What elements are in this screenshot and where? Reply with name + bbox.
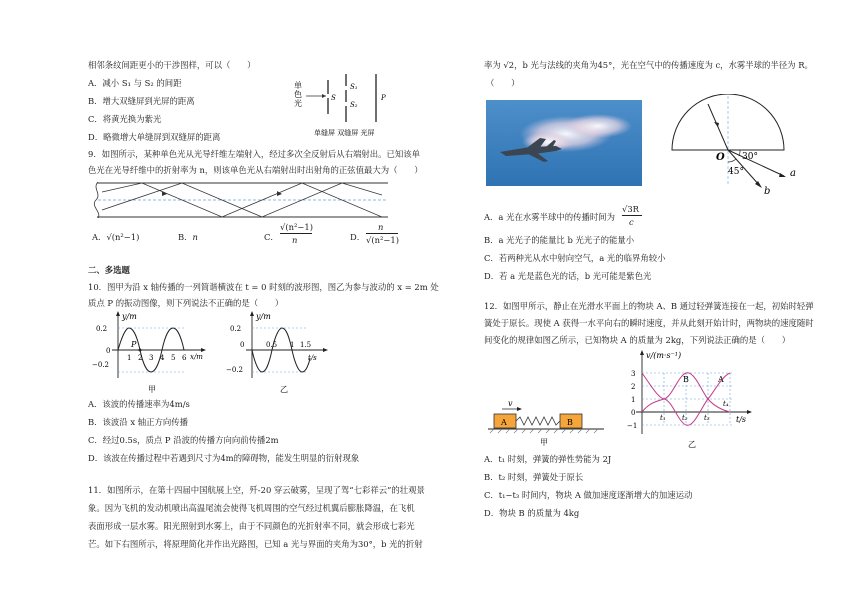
section-2-heading: 二、多选题 — [88, 265, 130, 275]
spring-blocks-figure — [486, 396, 606, 448]
vib-b-ytick-top: 0.2 — [230, 325, 242, 333]
vib-b-xlabel: t/s — [308, 354, 317, 362]
hemisphere-angle-30: 30° — [742, 152, 758, 162]
wave-graph-a — [92, 310, 212, 394]
q9-option-a-expr: √(n²−1) — [106, 232, 140, 242]
hemisphere-angle-45: 45° — [728, 167, 744, 177]
q8-option-d: D．略微增大单缝屏到双缝屏的距离 — [88, 132, 221, 142]
vt-caption: 乙 — [688, 440, 696, 449]
wave-a-caption: 甲 — [148, 385, 156, 394]
q10-option-c: C．经过0.5s，质点 P 沿波的传播方向向前传播2m — [88, 435, 279, 445]
q9-option-c-num: √(n²−1) — [280, 222, 313, 232]
wave-a-ylabel: y/m — [122, 312, 137, 321]
q12-line-1: 12．如图甲所示，静止在光滑水平面上的物块 A、B 通过轻弹簧连接在一起，初始时轻弹 — [484, 301, 814, 311]
vt-xtick-t1: t₁ — [660, 414, 666, 422]
hemisphere-figure — [666, 94, 806, 194]
optical-fiber-figure — [92, 180, 392, 220]
light-label-1: 单 — [294, 81, 302, 90]
q11-option-d: D．若 a 光是蓝色光的话，b 光可能是紫色光 — [484, 271, 652, 281]
blocks-caption: 甲 — [540, 438, 548, 447]
q9-option-d-bar — [366, 233, 398, 234]
q11-cont-line-2: （ ） — [486, 78, 520, 88]
q12-line-2: 簧处于原长。现使 A 获得一水平向右的瞬时速度，并从此刻开始计时，两物块的速度随时 — [484, 318, 814, 328]
jet-photo — [486, 100, 642, 186]
q11-line-2: 象。因为飞机的发动机喷出高温尾流会使得飞机周围的空气经过机翼后膨胀降温，在飞机 — [88, 503, 415, 513]
q8-intro: 相邻条纹间距更小的干涉图样，可以（ ） — [88, 60, 256, 70]
q9-option-a — [92, 232, 139, 243]
q9-line-2: 色光在光导纤维中的折射率为 n，则该单色光从右端射出时出射角的正弦值最大为（ ） — [88, 165, 423, 175]
q11-option-a-bar — [622, 215, 642, 216]
q11-line-3: 表面形成一层水雾。阳光照射到水雾上，由于不同颜色的光折射率不同，就会形成七彩光 — [88, 521, 415, 531]
wave-a-xtick-2: 2 — [138, 354, 143, 362]
q9-option-a-label: A． — [92, 232, 107, 242]
block-b-label: B — [567, 418, 573, 427]
q11-cont-line-1: 率为 √2，b 光与法线的夹角为45°，光在空气中的传播速度为 c，水雾半球的半径为 R。 — [484, 60, 813, 70]
vib-b-xtick-1-5: 1.5 — [300, 341, 312, 349]
vib-b-caption: 乙 — [280, 385, 288, 394]
vt-ytick-1: 1 — [631, 396, 636, 404]
vib-b-xtick-1: 1 — [290, 341, 295, 349]
q10-option-d: D．该波在传播过程中若遇到尺寸为4m的障碍物，能发生明显的衍射现象 — [88, 453, 360, 463]
light-label-3: 光 — [294, 99, 302, 108]
s2-label: S₂ — [350, 101, 358, 109]
q9-option-b — [178, 232, 198, 243]
q11-line-1: 11．如图所示，在第十四届中国航展上空，歼-20 穿云破雾，呈现了驾“七彩祥云”的壮观景 — [88, 485, 425, 495]
q11-option-a-den: c — [629, 217, 634, 227]
double-slit-figure — [290, 74, 400, 140]
velocity-time-graph — [622, 346, 772, 450]
vt-xlabel: t/s — [736, 415, 747, 424]
wave-a-point-p: P — [131, 340, 137, 349]
wave-a-ytick-bottom: −0.2 — [92, 361, 109, 369]
q12-line-3: 间变化的规律如图乙所示，已知物块 A 的质量为 2kg，下列说法正确的是（ ） — [484, 335, 791, 345]
vib-b-xtick-0-5: 0.5 — [266, 341, 278, 349]
q8-option-c: C．将黄光换为紫光 — [88, 114, 162, 124]
hemisphere-o-label: O — [716, 152, 725, 163]
wave-a-xtick-1: 1 — [127, 354, 132, 362]
wave-a-xtick-3: 3 — [149, 354, 154, 362]
q9-option-d-num: n — [378, 222, 384, 232]
vt-ylabel: v/(m·s⁻¹) — [646, 351, 682, 360]
q9-option-c-bar — [280, 233, 312, 234]
block-a-label: A — [501, 418, 507, 427]
q12-option-a: A．t₁ 时刻，弹簧的弹性势能为 2J — [484, 454, 612, 464]
q9-option-b-expr: n — [192, 232, 198, 242]
vt-ytick-2: 2 — [631, 383, 636, 391]
vt-xtick-t2: t₂ — [682, 414, 688, 422]
q8-option-a: A．减小 S₁ 与 S₂ 的间距 — [88, 78, 182, 88]
double-slit-caption: 单缝屏 双缝屏 光屏 — [314, 129, 375, 137]
vt-ytick-3: 3 — [631, 370, 636, 378]
q9-option-c-den: n — [292, 235, 298, 245]
hemisphere-ray-b: b — [764, 186, 771, 194]
q9-option-d-den: √(n²−1) — [366, 235, 399, 245]
q11-option-b: B．a 光光子的能量比 b 光光子的能量小 — [484, 235, 635, 245]
wave-a-xtick-4: 4 — [160, 354, 165, 362]
wave-a-xlabel: x/m — [190, 353, 203, 361]
hemisphere-ray-a: a — [790, 168, 796, 179]
wave-a-xtick-5: 5 — [171, 354, 176, 362]
q11-line-4: 芒。如下右图所示，将原理简化并作出光路图，已知 a 光与界面的夹角为30°，b 光的折射 — [88, 539, 423, 549]
vt-ytick-neg1: −1 — [627, 422, 638, 430]
q9-option-c-label: C． — [264, 232, 279, 242]
s1-label: S₁ — [350, 83, 358, 91]
q10-option-b: B．该波沿 x 轴正方向传播 — [88, 417, 188, 427]
vibration-graph-b — [222, 310, 332, 394]
vt-curve-a-label: A — [718, 375, 724, 384]
q10-option-a: A．该波的传播速率为4m/s — [88, 399, 190, 409]
vt-curve-b-label: B — [683, 375, 689, 384]
vib-b-ylabel: y/m — [256, 312, 271, 321]
q9-option-b-label: B． — [178, 232, 193, 242]
q12-option-c: C．t₁−t₃ 时间内，物块 A 做加速度逐渐增大的加速运动 — [484, 490, 693, 500]
wave-a-ytick-zero: 0 — [106, 347, 111, 355]
q11-option-c: C．若两种光从水中射向空气，a 光的临界角较小 — [484, 253, 666, 263]
q10-line-2: 质点 P 的振动图像，则下列说法不正确的是（ ） — [88, 298, 284, 308]
q12-option-d: D．物块 B 的质量为 4kg — [484, 508, 580, 518]
wave-a-xtick-6: 6 — [182, 354, 187, 362]
vib-b-ytick-zero: 0 — [240, 341, 245, 349]
right-column — [430, 0, 860, 608]
vt-ytick-0: 0 — [631, 409, 636, 417]
q9-option-d-label: D． — [350, 232, 366, 242]
light-label-2: 色 — [294, 90, 302, 99]
q8-option-b: B．增大双缝屏到光屏的距离 — [88, 96, 195, 106]
q11-option-a-num: √3R — [622, 204, 639, 214]
wave-a-ytick-top: 0.2 — [96, 325, 108, 333]
q11-option-a-text: A．a 光在水雾半球中的传播时间为 — [484, 212, 615, 222]
q9-line-1: 9．如图所示，某种单色光从光导纤维左端射入，经过多次全反射后从右端射出。已知该单 — [88, 149, 420, 159]
p-label: P — [381, 94, 386, 102]
vt-xtick-t4: t₄ — [723, 400, 729, 408]
q12-option-b: B．t₂ 时刻，弹簧处于原长 — [484, 472, 584, 482]
vib-b-ytick-bottom: −0.2 — [226, 366, 243, 374]
blocks-velocity-label: v — [508, 399, 513, 408]
s-label: S — [331, 94, 336, 102]
q10-line-1: 10．图甲为沿 x 轴传播的一列简谐横波在 t = 0 时刻的波形图，图乙为参与波动的 x = 2m 处 — [88, 282, 439, 292]
vt-xtick-t3: t₃ — [704, 414, 710, 422]
